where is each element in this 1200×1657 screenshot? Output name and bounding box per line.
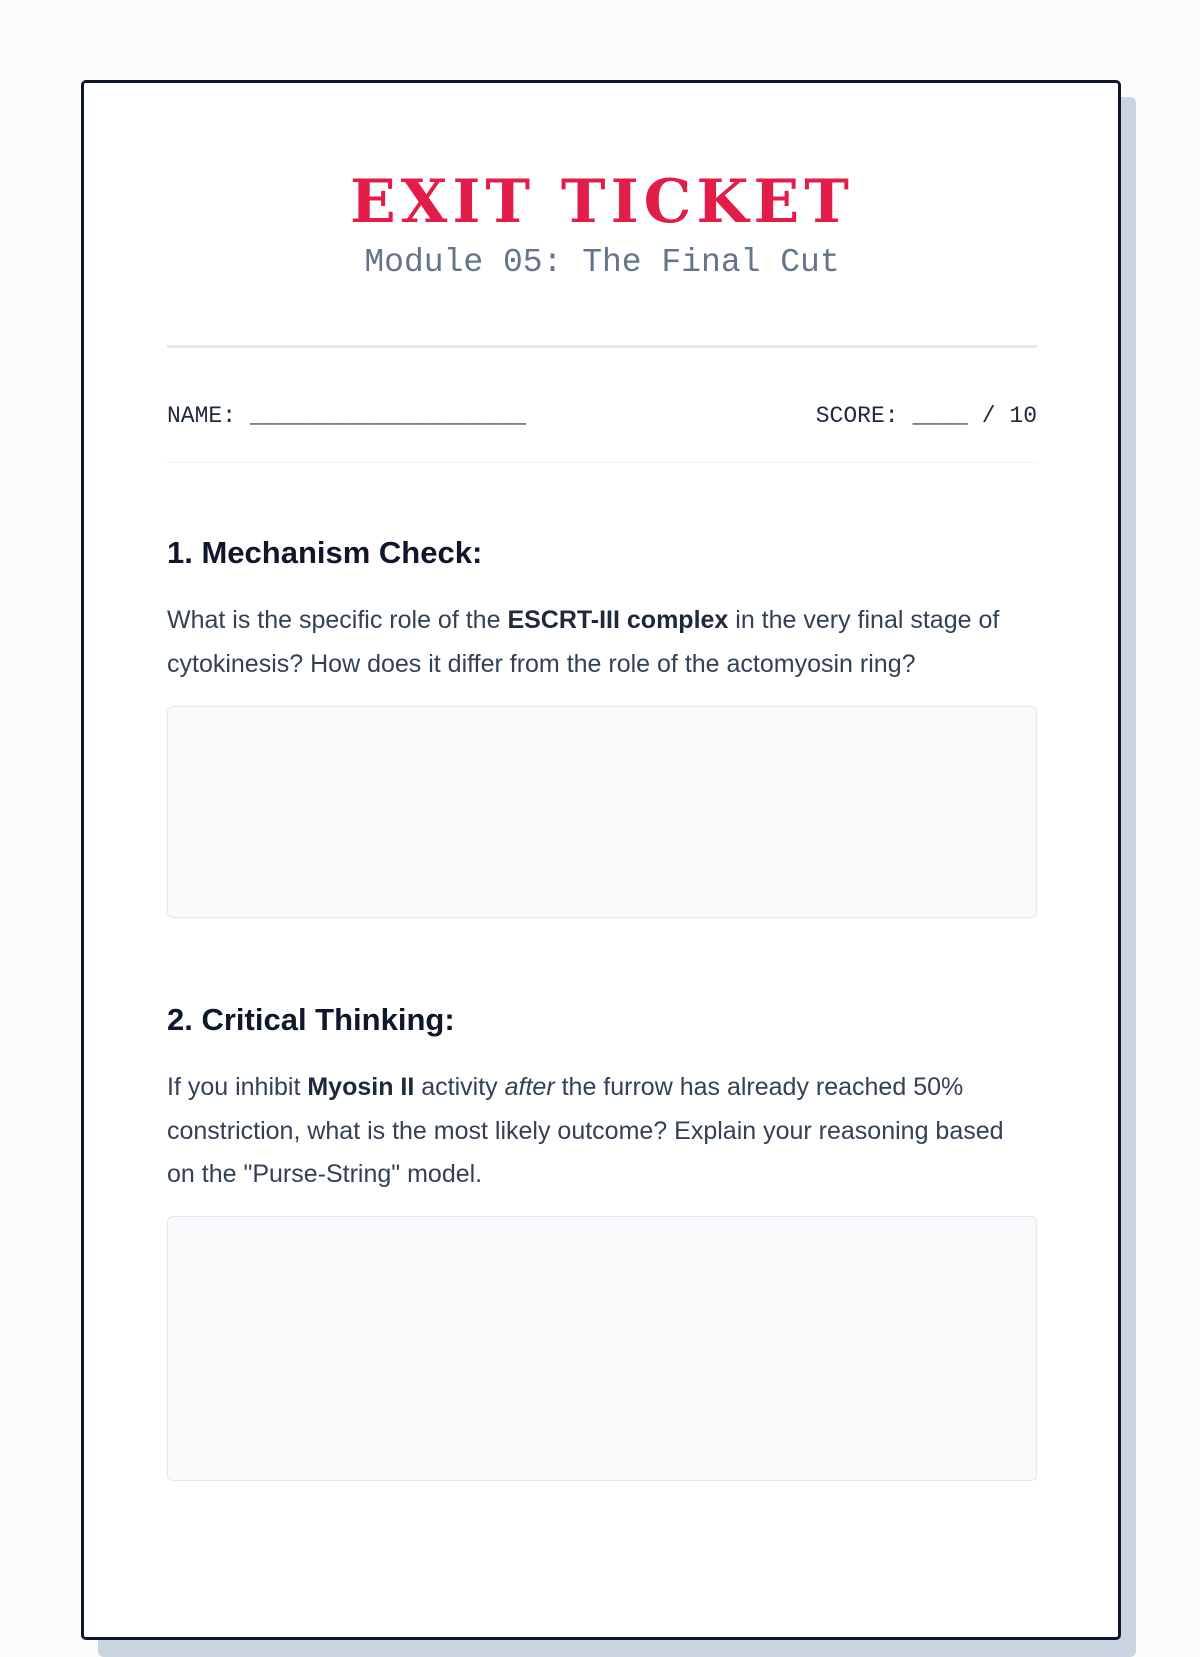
score-label: SCORE: [815, 403, 899, 429]
exit-ticket-card [81, 80, 1121, 1640]
question-2-keyword: Myosin II [307, 1073, 415, 1101]
page-title: EXIT TICKET [350, 167, 854, 237]
question-2-heading: 2. Critical Thinking: [167, 1002, 455, 1037]
answer-box-1[interactable] [167, 706, 1037, 918]
question-2-text-part: activity [414, 1073, 505, 1101]
question-2-text-part: If you inhibit [167, 1073, 308, 1101]
score-field [816, 401, 1037, 431]
question-2-text-part: the furrow has already reached 50% constriction, what is the most likely outcome? Explain your reasoning based on the "Purse-String" model. [167, 1073, 1004, 1188]
answer-box-2[interactable] [167, 1216, 1037, 1481]
score-total: / 10 [981, 403, 1037, 429]
question-1-text-part: in the very final stage of cytokinesis? How does it differ from the role of the actomyosin ring? [167, 606, 1000, 678]
question-2-emphasis: after [504, 1073, 555, 1101]
name-field[interactable] [167, 401, 526, 431]
header-divider [167, 345, 1037, 348]
page-subtitle: Module 05: The Final Cut [364, 244, 840, 281]
name-blank: ____________________ [250, 403, 527, 429]
question-1-keyword: ESCRT-III complex [507, 606, 729, 634]
question-1-text [167, 599, 1037, 686]
question-2-text [167, 1066, 1037, 1197]
question-1-text-part: What is the specific role of the [167, 606, 508, 634]
name-label: NAME: [167, 403, 237, 429]
score-blank: ____ [912, 403, 968, 429]
meta-row [167, 401, 1037, 431]
meta-divider [167, 462, 1037, 463]
question-1-heading: 1. Mechanism Check: [167, 535, 483, 570]
